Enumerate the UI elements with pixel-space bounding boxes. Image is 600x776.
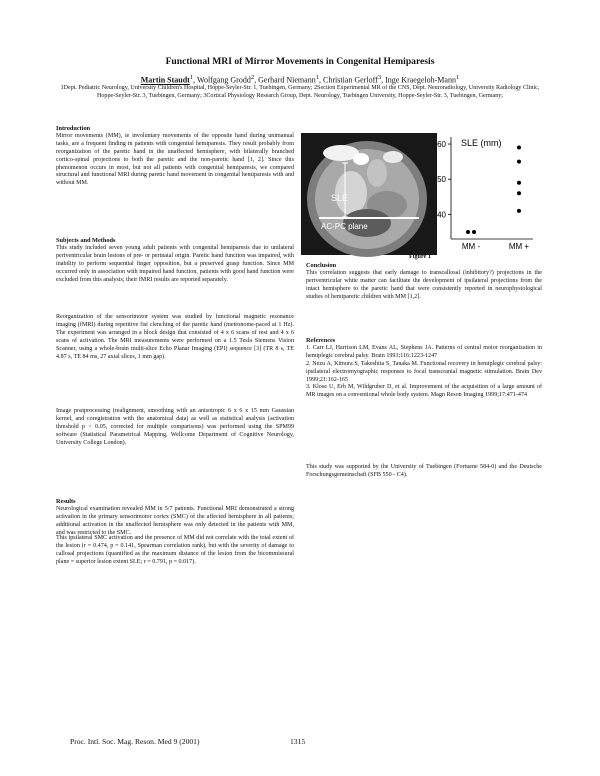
funding-note: This study was supported by the University of Tuebingen (Fortuene 584-0) and the Deutsche Forschungsgemeinschaft (SFB 550 - C4). [306, 464, 542, 478]
conclusion-heading: Conclusion [306, 262, 337, 269]
left-results [56, 498, 294, 538]
x-category-label: MM + [508, 242, 530, 251]
author-sup: 2 [250, 74, 255, 81]
methods-paragraph-3: Image postprocessing (realignment, smoothing with an anisotropic 6 x 6 x 15 mm Gaussian kernel, and coregistration with the anatomical data) as well as statistical analysis (activation threshold p < 0.05, corrected for multiple comparisons) was performed using the SPM99 software (Statistical Parametrical Mapping, Wellcome Department of Cognitive Neurology, University College London). [56, 408, 294, 446]
author-sup: 1 [315, 74, 320, 81]
author-sup: 1 [455, 74, 460, 81]
right-conclusion [306, 262, 542, 302]
mri-label-sle: SLE [331, 193, 349, 203]
reference-3: 3. Klose U, Erb M, Wildgruber D, et al. Improvement of the acquisition of a large amount of MR images on a conventional whole body system. Magn Reson Imaging 1999;17:471-474 [306, 384, 542, 399]
intro-heading: Introduction [56, 125, 91, 132]
intro-text: Mirror movements (MM), ie involuntary movements of the opposite hand during unimanual tasks, are a frequent finding in patients with congenital hemiparesis. They result probably from reorganization of the paretic hand in the unaffected hemisphere, with bilaterally branched cortico-spinal projections to both the paretic and the non-paretic hand [1, 2]. Since this phenomenon occurs in most, but not all patients with congenital hemiparesis, we compared structural and functional MRI during paretic hand movement in congenital hemiparesis with and without MM. [56, 132, 294, 187]
methods-heading: Subjects and Methods [56, 237, 116, 244]
x-category-label: MM - [461, 242, 481, 251]
paper-title: Functional MRI of Mirror Movements in Congenital Hemiparesis [165, 56, 435, 67]
right-references [306, 337, 542, 400]
figure-svg [301, 133, 539, 259]
y-tick-label: 60 [437, 140, 446, 150]
y-axis-label: SLE (mm) [461, 138, 502, 148]
data-point [472, 230, 476, 234]
affiliations: 1Dept. Pediatric Neurology, University Children's Hospital, Hoppe-Seyler-Str. 1, Tuebingen, Germany; 2Section Experimental MR of the CNS, Dept. Neuroradiology, University Radiology Clinic, Hoppe-Seyler-Str. 3, Tuebingen, Germany; 3Cortical Physiology Research Group, Dept. Neurology, Tuebingen University, Hoppe-Seyler-Str. 3, Tuebingen, Germany; [60, 85, 540, 100]
data-point [517, 191, 521, 195]
data-point [517, 181, 521, 185]
left-methods-2 [56, 314, 294, 361]
left-intro [56, 125, 294, 188]
author: , Wolfgang Grodd [193, 75, 251, 85]
author: , Inge Kraegeloh-Mann [381, 75, 456, 85]
author: , Gerhard Niemann [254, 75, 316, 85]
scatter-plot [437, 137, 533, 251]
author: , Christian Gerloff [319, 75, 378, 85]
data-point [517, 209, 521, 213]
data-point [466, 230, 470, 234]
reference-1: 1. Carr LJ, Harrison LM, Evans AL, Stephens JA. Patterns of central motor reorganization in hemiplegic cerebral palsy. Brain 1993;116:1223-1247 [306, 344, 542, 359]
y-tick-label: 40 [437, 210, 446, 220]
author-sup: 1 [189, 74, 194, 81]
page-number: 1315 [290, 737, 306, 746]
data-point [517, 160, 521, 164]
right-support [306, 464, 542, 480]
figure-caption: Figure 1 [408, 253, 432, 260]
author-sup: 3 [377, 74, 382, 81]
first-author: Martin Staudt [140, 75, 190, 85]
brain-mri-image [301, 133, 437, 257]
left-results-2 [56, 535, 294, 567]
results-paragraph-2: This ipsilateral SMC activation and the presence of MM did not correlate with the total extent of the lesion (r = 0.474, p = 0.141, Spearman correlation rank), but with the severity of damage to callosal projections (quantified as the maximum distance of the lesion from the bicommissural plane = superior lesion extent SLE; r = 0.791, p = 0.017). [56, 535, 294, 565]
references-heading: References [306, 337, 336, 344]
methods-paragraph-2: Reorganization of the sensorimotor system was studied by functional magnetic resonance imaging (fMRI) during repetitive fist clenching of the paretic hand (metronome-paced at 1 Hz). The experiment was arranged in a block design that consisted of 4 x 6 scans of rest and 4 x 6 scans of activation. The MRI measurements were performed on a 1.5 Tesla Siemens Vision Scanner, using a whole-brain multi-slice Echo Planar Imaging (EPI) sequence [3] (TR 8 s, TE 4.87 s, TE 84 ms, 27 axial slices, 1 mm gap). [56, 314, 294, 360]
mri-label-plane: AC-PC plane [321, 222, 368, 231]
results-heading: Results [56, 498, 76, 505]
figure-1 [301, 133, 539, 259]
methods-paragraph-1: This study included seven young adult patients with congenital hemiparesis due to unilateral periventricular brain lesions of pre- or perinatal origin. Paretic hand function was impaired, with inability to perform sequential finger opposition, but a preserved grasp function. Since MM occurred only in association with impaired hand function, patients with good hand function were excluded from this analysis; their fMRI results are reported separately. [56, 244, 294, 283]
y-tick-label: 50 [437, 175, 446, 185]
left-methods [56, 237, 294, 284]
conclusion-text: This correlation suggests that early damage to transcallosal (inhibitory?) projections in the periventricular white matter can facilitate the development of ipsilateral projections from the intact hemisphere to the paretic hand that were consistently reported in neurophysiological studies of hemiparetic children with MM [1,2]. [306, 269, 542, 300]
reference-2: 2. Nezu A, Kimura S, Takeshita S, Tanaka M. Functional recovery in hemiplegic cerebral palsy: ipsilateral electromyographic responses to focal transcranial magnetic stimulation. Brain Dev 1999;21:162-165 [306, 360, 542, 383]
journal-footer: Proc. Intl. Soc. Mag. Reson. Med 9 (2001) [70, 737, 200, 746]
data-point [517, 146, 521, 150]
results-paragraph-1: Neurological examination revealed MM in 5/7 patients. Functional MRI demonstrated a strong activation in the primary sensorimotor cortex (SMC) of the affected hemisphere in all patients; additional activation in the unaffected hemisphere was only detected in the patients with MM, and was restricted to the SMC. [56, 505, 294, 536]
left-methods-3 [56, 408, 294, 448]
